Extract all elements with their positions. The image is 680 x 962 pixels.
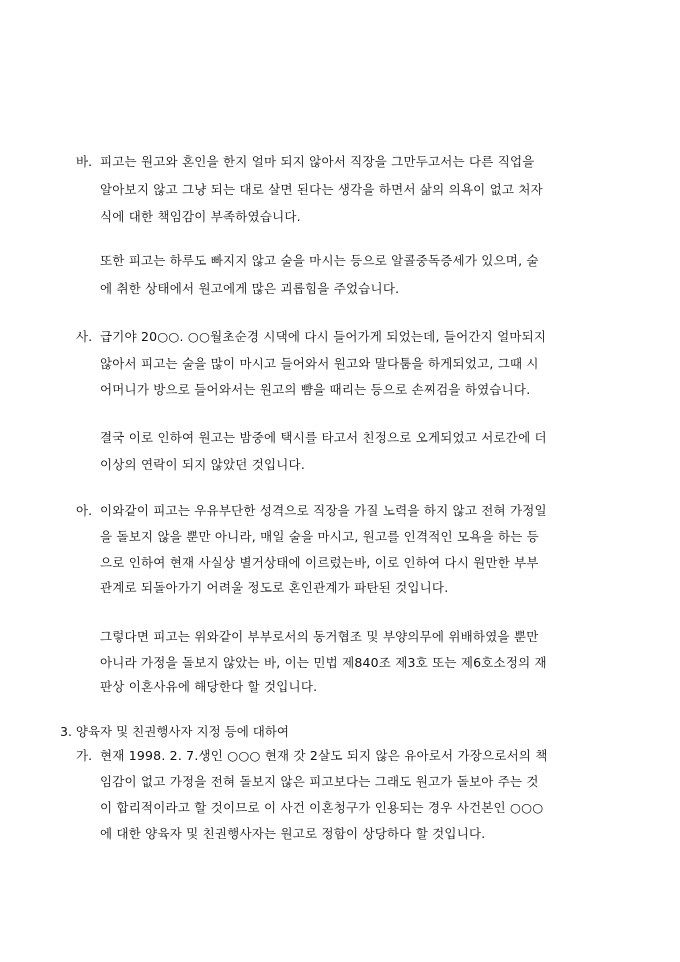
section-sa-para1-line: 급기야 20○○. ○○월초순경 시댁에 다시 들어가게 되었는데, 들어간지 얼마되지 bbox=[100, 329, 547, 344]
section-3-item-ga-line: 임감이 없고 가정을 전혀 돌보지 않은 피고보다는 그래도 원고가 돌보아 주는 것 bbox=[100, 774, 539, 789]
section-ba-label: 바. bbox=[76, 154, 93, 169]
section-a-para2-line: 아니라 가정을 돌보지 않았는 바, 이는 민법 제840조 제3호 또는 제6호소정의 재 bbox=[100, 655, 547, 670]
section-a-para1-line: 이와같이 피고는 우유부단한 성격으로 직장을 가질 노력을 하지 않고 전혀 가정일 bbox=[100, 503, 547, 518]
section-ba-para1-line: 알아보지 않고 그냥 되는 대로 살면 된다는 생각을 하면서 삶의 의욕이 없고 처자 bbox=[100, 182, 543, 197]
section-a-para1-line: 을 돌보지 않을 뿐만 아니라, 매일 술을 마시고, 원고를 인격적인 모욕을 하는 등 bbox=[100, 529, 539, 544]
section-sa-label: 사. bbox=[76, 329, 93, 344]
section-sa-para1-line: 어머니가 방으로 들어와서는 원고의 뺨을 때리는 등으로 손찌검을 하였습니다. bbox=[100, 382, 531, 397]
section-ba-para1-line: 피고는 원고와 혼인을 한지 얼마 되지 않아서 직장을 그만두고서는 다른 직업을 bbox=[100, 154, 535, 169]
section-a-para2-line: 그렇다면 피고는 위와같이 부부로서의 동거협조 및 부양의무에 위배하였을 뿐만 bbox=[100, 629, 539, 644]
section-a-para2-line: 판상 이혼사유에 해당한다 할 것입니다. bbox=[100, 679, 318, 694]
section-a-para1-line: 관계로 되돌아가기 어려울 정도로 혼인관계가 파탄된 것입니다. bbox=[100, 580, 449, 595]
section-sa-para2-line: 결국 이로 인하여 원고는 밤중에 택시를 타고서 친정으로 오게되었고 서로간에 더 bbox=[100, 430, 547, 445]
section-a-label: 아. bbox=[76, 503, 93, 518]
section-3-item-ga-label: 가. bbox=[76, 748, 93, 763]
section-3-item-ga-line: 현재 1998. 2. 7.생인 ○○○ 현재 갓 2살도 되지 않은 유아로서 가장으로서의 책 bbox=[100, 748, 548, 763]
section-ba-para1-line: 식에 대한 책임감이 부족하였습니다. bbox=[100, 209, 301, 224]
section-ba-para2-line: 또한 피고는 하루도 빠지지 않고 술을 마시는 등으로 알콜중독증세가 있으며, 술 bbox=[100, 253, 539, 268]
section-3-item-ga-line: 에 대한 양육자 및 친권행사자는 원고로 정함이 상당하다 할 것입니다. bbox=[100, 826, 486, 841]
section-ba-para2-line: 에 취한 상태에서 원고에게 많은 괴롭힘을 주었습니다. bbox=[100, 281, 400, 296]
section-sa-para2-line: 이상의 연락이 되지 않았던 것입니다. bbox=[100, 457, 305, 472]
section-sa-para1-line: 않아서 피고는 술을 많이 마시고 들어와서 원고와 말다툼을 하게되었고, 그때 시 bbox=[100, 356, 539, 371]
section-3-heading: 3. 양육자 및 친권행사자 지정 등에 대하여 bbox=[60, 724, 289, 739]
section-3-item-ga-line: 이 합리적이라고 할 것이므로 이 사건 이혼청구가 인용되는 경우 사건본인 ○○○ bbox=[100, 800, 544, 815]
section-a-para1-line: 으로 인하여 현재 사실상 별거상태에 이르렀는바, 이로 인하여 다시 원만한 부부 bbox=[100, 555, 539, 570]
